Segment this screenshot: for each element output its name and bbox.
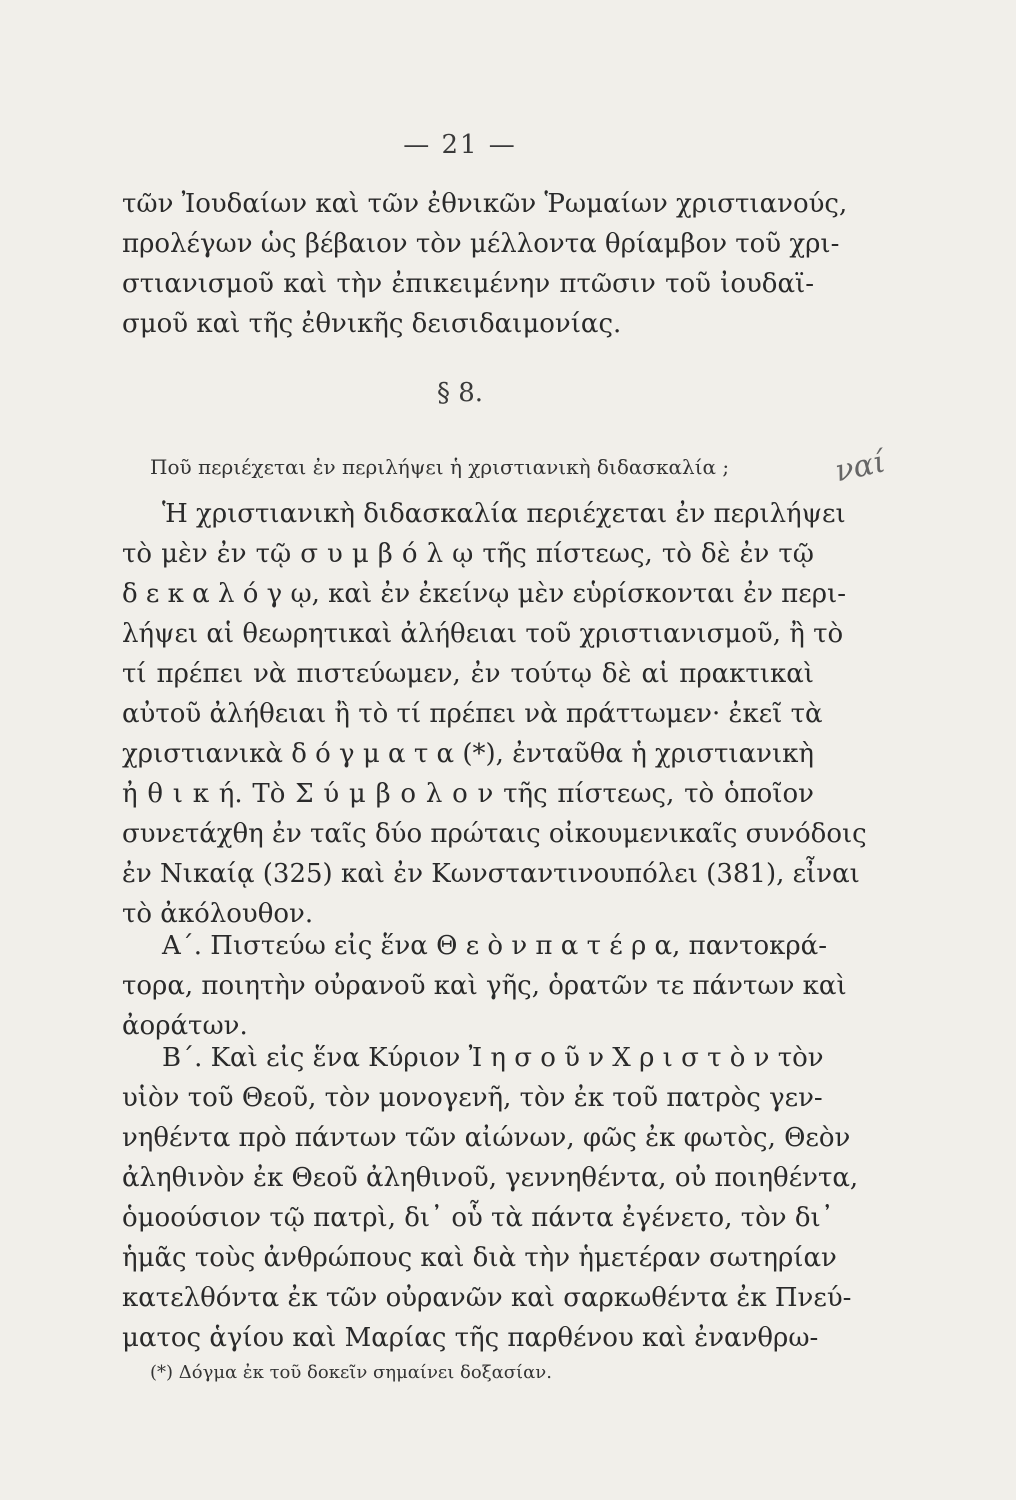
text-line: στιανισμοῦ καὶ τὴν ἐπικειμένην πτῶσιν τοῦ ἰουδαϊ- bbox=[122, 269, 814, 299]
text-line: νηθέντα πρὸ πάντων τῶν αἰώνων, φῶς ἐκ φωτὸς, Θεὸν bbox=[122, 1123, 851, 1153]
text-line: ἐν Νικαίᾳ (325) καὶ ἐν Κωνσταντινουπόλει (381), εἶναι bbox=[122, 859, 860, 889]
text-line: ἡμᾶς τοὺς ἀνθρώπους καὶ διὰ τὴν ἡμετέραν σωτηρίαν bbox=[122, 1243, 837, 1273]
text-line: ὁμοούσιον τῷ πατρὶ, δι᾽ οὗ τὰ πάντα ἐγένετο, τὸν δι᾽ bbox=[122, 1203, 834, 1233]
section-heading: § 8. bbox=[436, 378, 484, 408]
text-line: τὸ ἀκόλουθον. bbox=[122, 899, 314, 929]
text-line: τορα, ποιητὴν οὐρανοῦ καὶ γῆς, ὁρατῶν τε πάντων καὶ bbox=[122, 971, 847, 1001]
text-line: ματος ἁγίου καὶ Μαρίας τῆς παρθένου καὶ ἐνανθρω- bbox=[122, 1323, 819, 1353]
handwritten-margin-note: ναί bbox=[832, 444, 889, 490]
text-line: χριστιανικὰ δ ό γ μ α τ α (*), ἐνταῦθα ἡ χριστιανικὴ bbox=[122, 739, 814, 769]
text-line: τί πρέπει νὰ πιστεύωμεν, ἐν τούτῳ δὲ αἱ πρακτικαὶ bbox=[122, 659, 814, 689]
answer-paragraph bbox=[122, 494, 867, 934]
text-line: δ ε κ α λ ό γ ῳ, καὶ ἐν ἐκείνῳ μὲν εὑρίσκονται ἐν περι- bbox=[122, 579, 846, 609]
text-line: κατελθόντα ἐκ τῶν οὐρανῶν καὶ σαρκωθέντα ἐκ Πνεύ- bbox=[122, 1283, 852, 1313]
creed-article-a bbox=[122, 926, 847, 1046]
section-question: Ποῦ περιέχεται ἐν περιλήψει ἡ χριστιανικὴ διδασκαλία ; bbox=[150, 455, 730, 479]
text-line: τὸ μὲν ἐν τῷ σ υ μ β ό λ ῳ τῆς πίστεως, τὸ δὲ ἐν τῷ bbox=[122, 539, 814, 569]
text-line: αὐτοῦ ἀλήθειαι ἢ τὸ τί πρέπει νὰ πράττωμεν· ἐκεῖ τὰ bbox=[122, 699, 823, 729]
text-line: συνετάχθη ἐν ταῖς δύο πρώταις οἰκουμενικαῖς συνόδοις bbox=[122, 819, 867, 849]
text-line: τῶν Ἰουδαίων καὶ τῶν ἐθνικῶν Ῥωμαίων χριστιανούς, bbox=[122, 189, 848, 219]
text-line: ἀληθινὸν ἐκ Θεοῦ ἀληθινοῦ, γεννηθέντα, οὐ ποιηθέντα, bbox=[122, 1163, 859, 1193]
intro-paragraph bbox=[122, 184, 848, 344]
text-line: Β΄. Καὶ εἰς ἕνα Κύριον Ἰ η σ ο ῦ ν Χ ρ ι σ τ ὸ ν τὸν bbox=[162, 1043, 824, 1073]
text-line: υἱὸν τοῦ Θεοῦ, τὸν μονογενῆ, τὸν ἐκ τοῦ πατρὸς γεν- bbox=[122, 1083, 823, 1113]
creed-article-b bbox=[122, 1038, 859, 1358]
text-line: Ἡ χριστιανικὴ διδασκαλία περιέχεται ἐν περιλήψει bbox=[162, 499, 846, 529]
text-line: Α΄. Πιστεύω εἰς ἕνα Θ ε ὸ ν π α τ έ ρ α, παντοκρά- bbox=[162, 931, 827, 961]
text-line: ἀοράτων. bbox=[122, 1011, 248, 1041]
footnote: (*) Δόγμα ἐκ τοῦ δοκεῖν σημαίνει δοξασίαν. bbox=[150, 1362, 552, 1383]
text-line: σμοῦ καὶ τῆς ἐθνικῆς δεισιδαιμονίας. bbox=[122, 309, 622, 339]
text-line: ἠ θ ι κ ή. Τὸ Σ ύ μ β ο λ ο ν τῆς πίστεως, τὸ ὁποῖον bbox=[122, 779, 814, 809]
page-number: — 21 — bbox=[403, 130, 517, 160]
text-line: προλέγων ὡς βέβαιον τὸν μέλλοντα θρίαμβον τοῦ χρι- bbox=[122, 229, 840, 259]
text-line: λήψει αἱ θεωρητικαὶ ἀλήθειαι τοῦ χριστιανισμοῦ, ἢ τὸ bbox=[122, 619, 844, 649]
